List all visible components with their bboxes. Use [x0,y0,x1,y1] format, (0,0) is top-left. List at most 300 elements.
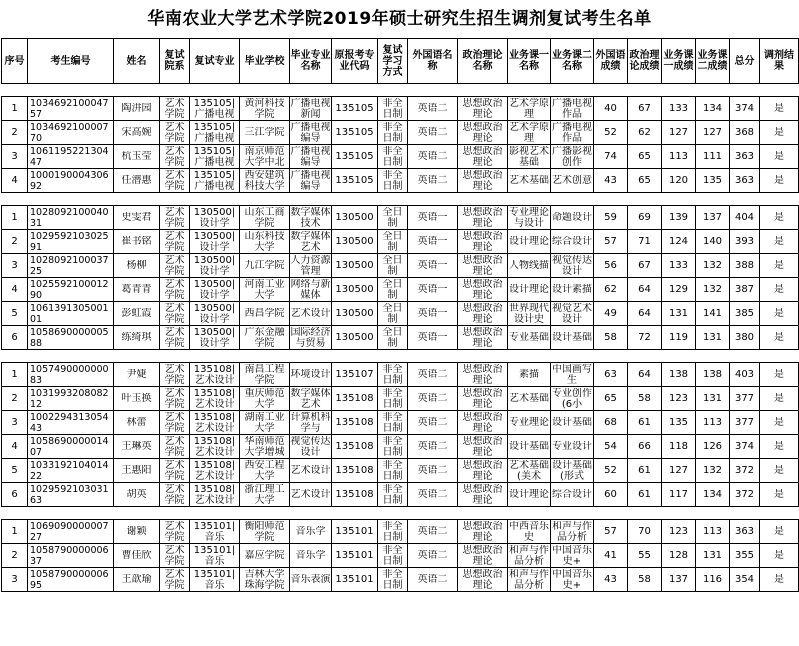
cell-text: 史雯君 [121,212,152,223]
cell-text: 363 [734,526,755,537]
cell-text: 393 [734,236,755,247]
cell-text: 131 [668,308,689,319]
cell-text: 60 [604,489,617,500]
table-cell [730,435,760,459]
table-cell [628,145,662,169]
table-cell [730,411,760,435]
cell-text: 中西音乐史 [509,520,549,543]
table-cell [594,121,628,145]
cell-text: 135108|艺术设计 [193,363,236,386]
table-cell [160,230,190,254]
table-cell [508,169,551,193]
table-cell [508,121,551,145]
cell-text: 英语一 [417,308,448,319]
table-cell [114,411,160,435]
cell-text: 55 [638,550,651,561]
cell-text: 英语二 [417,127,448,138]
table-cell [551,483,594,507]
cell-text: 非全日制 [382,520,403,543]
cell-text: 100229431305443 [30,411,109,434]
cell-text: 62 [638,127,651,138]
cell-text: 非全日制 [382,387,403,410]
cell-text: 英语一 [417,332,448,343]
table-cell [290,278,332,302]
cell-text: 视觉艺术设计 [552,302,592,325]
table-cell [290,302,332,326]
table-cell [160,326,190,350]
cell-text: 思想政治理论 [462,254,503,277]
cell-text: 138 [702,369,723,380]
cell-text: 湖南工业大学 [244,411,285,434]
table-cell [332,206,378,230]
table-cell [662,302,696,326]
table-cell [662,411,696,435]
cell-text: 67 [638,260,651,271]
cell-text: 374 [734,103,755,114]
cell-text: 思想政治理论 [462,206,503,229]
cell-text: 胡英 [126,489,147,500]
table-cell [190,169,240,193]
table-cell [378,568,408,592]
cell-text: 是 [774,441,784,452]
table-cell [696,544,730,568]
table-cell [696,230,730,254]
table-cell [408,459,458,483]
table-cell [114,459,160,483]
table-cell [190,520,240,544]
table-cell [290,459,332,483]
cell-text: 艺术学院 [164,254,185,277]
table-body [2,84,799,592]
table-cell [408,206,458,230]
cell-text: 曹佳欣 [121,550,152,561]
cell-text: 1 [11,526,18,537]
cell-text: 广播电视新闻 [290,97,331,120]
table-cell [458,411,508,435]
cell-text: 思想政治理论 [462,483,503,506]
table-cell [662,121,696,145]
table-cell [508,363,551,387]
column-header: 业务课二成绩 [696,39,730,84]
cell-text: 126 [702,441,723,452]
cell-text: 134 [702,489,723,500]
table-cell [594,169,628,193]
table-cell [190,544,240,568]
cell-text: 视觉传达设计 [290,435,331,458]
table-cell [290,145,332,169]
column-header: 政治理论名称 [458,39,508,84]
table-row [2,326,799,350]
table-cell [696,145,730,169]
cell-text: 广播电视作品 [552,97,592,120]
cell-text: 57 [604,526,617,537]
table-cell [332,568,378,592]
cell-text: 105869000001407 [30,435,109,458]
cell-text: 思想政治理论 [462,363,503,386]
cell-text: 116 [702,574,723,585]
table-cell [28,326,114,350]
table-cell [628,97,662,121]
table-cell [332,302,378,326]
cell-text: 135105 [335,103,374,114]
cell-text: 英语二 [417,574,448,585]
cell-text: 中国音乐史+ [552,544,592,567]
column-header: 复试专业 [190,39,240,84]
table-cell [508,97,551,121]
table-cell [2,254,28,278]
table-cell [378,483,408,507]
cell-text: 是 [774,127,784,138]
cell-text: 105879000000637 [30,544,109,567]
cell-text: 英语一 [417,236,448,247]
table-cell [628,230,662,254]
cell-text: 英语二 [417,393,448,404]
table-cell [290,435,332,459]
table-cell [594,97,628,121]
cell-text: 135105|广播电视 [193,97,236,120]
table-cell [696,121,730,145]
cell-text: 嘉应学院 [244,550,285,561]
cell-text: 131 [702,332,723,343]
column-header: 业务课一名称 [508,39,551,84]
table-cell [628,520,662,544]
table-cell [594,254,628,278]
cell-text: 135105|广播电视 [193,145,236,168]
cell-text: 非全日制 [382,411,403,434]
table-cell [508,206,551,230]
table-cell [378,169,408,193]
cell-text: 广播电视编导 [290,145,331,168]
table-cell [378,387,408,411]
table-cell [332,278,378,302]
table-cell [28,97,114,121]
table-row [2,544,799,568]
cell-text: 英语一 [417,212,448,223]
cell-text: 105749000000083 [30,363,109,386]
cell-text: 105869000000588 [30,326,109,349]
cell-text: 61 [638,417,651,428]
table-cell [190,278,240,302]
table-cell [160,145,190,169]
table-cell [114,326,160,350]
cell-text: 135108|艺术设计 [193,435,236,458]
column-header: 姓名 [114,39,160,84]
cell-text: 设计理论 [509,236,549,247]
cell-text: 是 [774,393,784,404]
cell-text: 103469210000770 [30,121,109,144]
table-cell [190,121,240,145]
table-cell [408,302,458,326]
table-cell [290,326,332,350]
cell-text: 非全日制 [382,435,403,458]
table-cell [332,411,378,435]
table-cell [551,411,594,435]
table-cell [696,411,730,435]
cell-text: 山东科技大学 [244,230,285,253]
cell-text: 380 [734,332,755,343]
table-cell [240,544,290,568]
table-cell [696,520,730,544]
table-cell [190,435,240,459]
cell-text: 127 [702,127,723,138]
cell-text: 65 [638,151,651,162]
cell-text: 叶玉换 [121,393,152,404]
cell-text: 英语二 [417,175,448,186]
table-cell [730,544,760,568]
table-cell [114,121,160,145]
cell-text: 艺术学院 [164,206,185,229]
cell-text: 素描 [519,369,539,380]
cell-text: 非全日制 [382,363,403,386]
table-cell [551,568,594,592]
table-row [2,145,799,169]
table-row [2,568,799,592]
table-cell [628,254,662,278]
cell-text: 404 [734,212,755,223]
cell-text: 135 [702,175,723,186]
cell-text: 135108 [335,441,374,452]
table-cell [378,411,408,435]
cell-text: 思想政治理论 [462,121,503,144]
cell-text: 艺术基础 [509,175,549,186]
table-cell [290,411,332,435]
table-cell [2,169,28,193]
cell-text: 113 [702,417,723,428]
cell-text: 52 [604,127,617,138]
table-cell [458,230,508,254]
table-cell [332,483,378,507]
cell-text: 葛青青 [121,284,152,295]
table-cell [240,254,290,278]
cell-text: 中国音乐史+ [552,568,592,591]
cell-text: 102959210303163 [30,483,109,506]
table-cell [160,411,190,435]
table-cell [114,302,160,326]
cell-text: 是 [774,526,784,537]
cell-text: 计算机科学与 [290,411,331,434]
cell-text: 艺术学院 [164,363,185,386]
cell-text: 52 [604,465,617,476]
table-cell [408,363,458,387]
cell-text: 广东金融学院 [244,326,285,349]
cell-text: 135101|音乐 [193,568,236,591]
table-cell [760,206,799,230]
table-cell [160,302,190,326]
table-cell [160,483,190,507]
cell-text: 72 [638,332,651,343]
table-row [2,363,799,387]
table-cell [408,278,458,302]
table-cell [190,230,240,254]
cell-text: 3 [11,260,18,271]
table-cell [290,483,332,507]
table-cell [508,326,551,350]
table-cell [628,326,662,350]
cell-text: 英语二 [417,151,448,162]
cell-text: 61 [638,489,651,500]
table-row [2,302,799,326]
cell-text: 3 [11,151,18,162]
cell-text: 全日制 [382,254,403,277]
cell-text: 广播电视作品 [552,121,592,144]
table-cell [551,254,594,278]
cell-text: 综合设计 [552,489,592,500]
cell-text: 135108 [335,489,374,500]
cell-text: 西昌学院 [244,308,285,319]
table-row [2,483,799,507]
cell-text: 118 [668,441,689,452]
table-cell [594,459,628,483]
cell-text: 世界现代设计史 [509,302,549,325]
table-cell [662,145,696,169]
cell-text: 363 [734,151,755,162]
cell-text: 是 [774,417,784,428]
cell-text: 135101 [335,574,374,585]
cell-text: 艺术创意 [552,175,592,186]
cell-text: 非全日制 [382,121,403,144]
table-cell [628,169,662,193]
table-cell [551,326,594,350]
table-cell [290,520,332,544]
cell-text: 艺术学院 [164,544,185,567]
cell-text: 103469210004757 [30,97,109,120]
table-cell [760,326,799,350]
cell-text: 英语二 [417,550,448,561]
table-cell [551,435,594,459]
table-cell [696,97,730,121]
table-cell [28,206,114,230]
cell-text: 354 [734,574,755,585]
table-cell [408,568,458,592]
cell-text: 英语二 [417,465,448,476]
table-cell [332,254,378,278]
cell-text: 音乐学 [295,526,326,537]
cell-text: 思想政治理论 [462,544,503,567]
table-cell [662,483,696,507]
cell-text: 和声与作品分析 [509,544,549,567]
cell-text: 设计基础(形式 [552,459,592,482]
table-cell [114,278,160,302]
cell-text: 135108 [335,465,374,476]
cell-text: 135105 [335,175,374,186]
table-cell [551,363,594,387]
table-cell [290,544,332,568]
cell-text: 64 [638,369,651,380]
cell-text: 艺术学院 [164,278,185,301]
cell-text: 106909000000727 [30,520,109,543]
table-cell [594,387,628,411]
cell-text: 非全日制 [382,169,403,192]
cell-text: 艺术学院 [164,520,185,543]
cell-text: 61 [638,465,651,476]
table-cell [662,97,696,121]
table-cell [190,145,240,169]
table-cell [730,302,760,326]
table-cell [458,254,508,278]
table-cell [378,459,408,483]
table-cell [114,520,160,544]
table-cell [458,363,508,387]
table-cell [760,278,799,302]
cell-text: 5 [11,465,18,476]
cell-text: 专业创作(6小 [552,387,592,410]
cell-text: 123 [668,393,689,404]
cell-text: 69 [638,212,651,223]
table-cell [551,544,594,568]
cell-text: 135101 [335,550,374,561]
table-cell [408,254,458,278]
table-cell [458,278,508,302]
table-cell [696,363,730,387]
table-cell [662,520,696,544]
cell-text: 思想政治理论 [462,169,503,192]
cell-text: 全日制 [382,230,403,253]
table-cell [594,483,628,507]
table-cell [662,169,696,193]
cell-text: 九江学院 [244,260,285,271]
table-cell [458,326,508,350]
table-cell [628,363,662,387]
table-cell [408,145,458,169]
table-cell [551,169,594,193]
cell-text: 艺术学原理 [509,121,549,144]
table-cell [28,544,114,568]
cell-text: 102809210003725 [30,254,109,277]
cell-text: 135107 [335,369,374,380]
cell-text: 3 [11,574,18,585]
cell-text: 124 [668,236,689,247]
table-cell [240,278,290,302]
table-cell [508,230,551,254]
cell-text: 137 [668,574,689,585]
table-cell [240,568,290,592]
cell-text: 是 [774,175,784,186]
table-cell [458,544,508,568]
table-cell [408,121,458,145]
table-cell [2,326,28,350]
cell-text: 135101 [335,526,374,537]
table-cell [160,97,190,121]
table-cell [290,363,332,387]
table-cell [730,121,760,145]
table-cell [240,145,290,169]
cell-text: 6 [11,489,18,500]
table-cell [508,483,551,507]
table-cell [408,544,458,568]
cell-text: 浙江理工大学 [244,483,285,506]
cell-text: 133 [668,103,689,114]
table-cell [332,459,378,483]
table-cell [28,459,114,483]
group-separator [2,507,799,520]
cell-text: 129 [668,284,689,295]
table-cell [332,121,378,145]
table-cell [28,411,114,435]
table-cell [730,145,760,169]
table-cell [240,97,290,121]
table-cell [114,544,160,568]
table-cell [160,568,190,592]
cell-text: 1 [11,103,18,114]
cell-text: 41 [604,550,617,561]
cell-text: 综合设计 [552,236,592,247]
table-cell [378,363,408,387]
cell-text: 135105|广播电视 [193,121,236,144]
table-cell [290,169,332,193]
cell-text: 是 [774,550,784,561]
cell-text: 华南师范大学增城 [244,435,285,458]
table-cell [696,169,730,193]
